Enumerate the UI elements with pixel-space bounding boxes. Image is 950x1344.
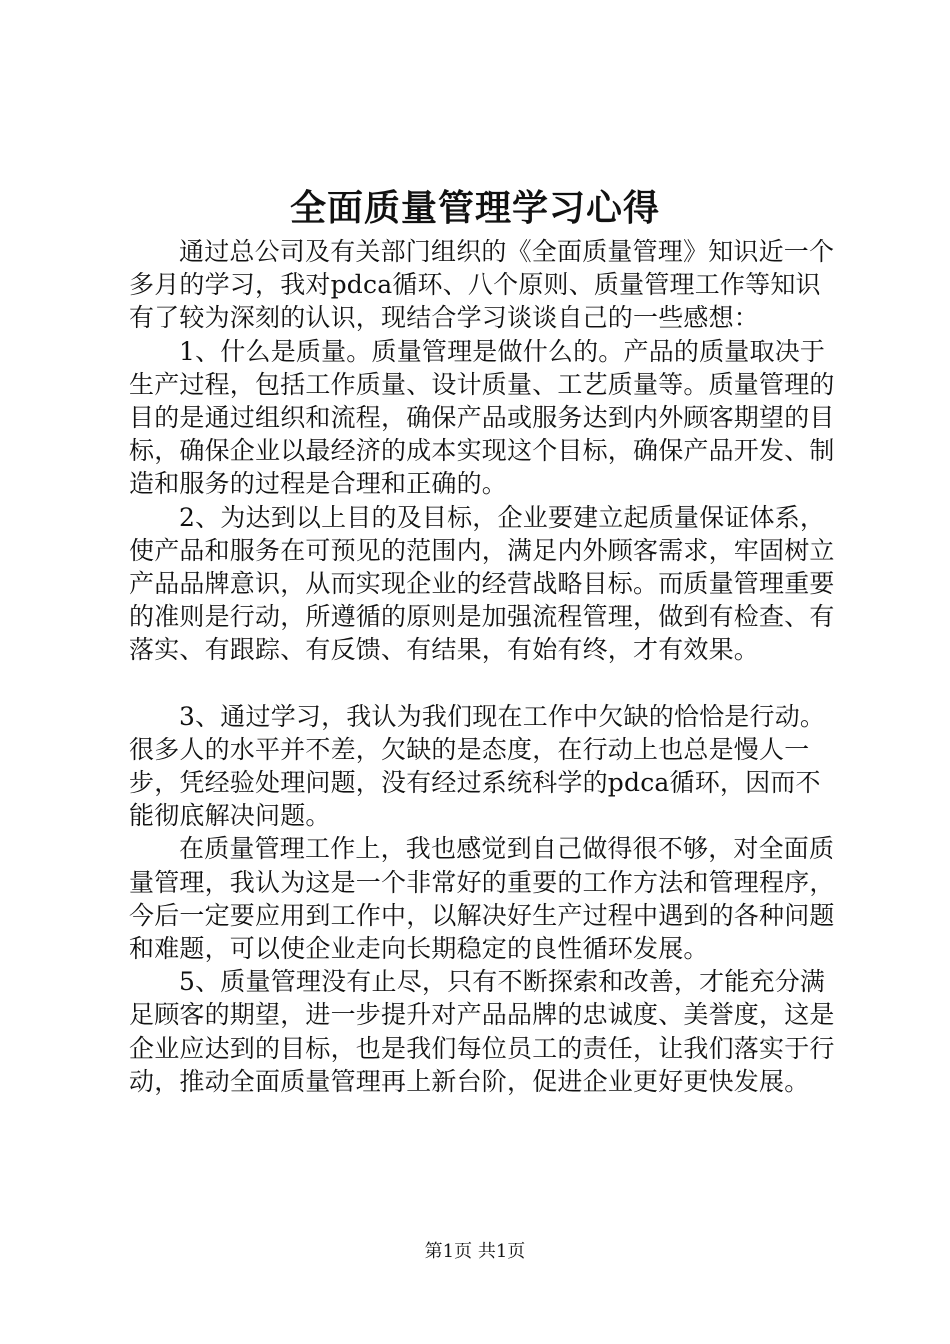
document-body	[129, 235, 835, 1098]
page-footer: 第1页 共1页	[424, 1241, 526, 1262]
paragraph-2: 2、为达到以上目的及目标，企业要建立起质量保证体系，使产品和服务在可预见的范围内，满足内外顾客需求，牢固树立产品品牌意识，从而实现企业的经营战略目标。而质量管理重要的准则是行动，所遵循的原则是加强流程管理，做到有检查、有落实、有跟踪、有反馈、有结果，有始有终，才有效果。	[129, 502, 835, 665]
document-title: 全面质量管理学习心得	[289, 187, 660, 229]
paragraph-4: 在质量管理工作上，我也感觉到自己做得很不够，对全面质量管理，我认为这是一个非常好的重要的工作方法和管理程序，今后一定要应用到工作中，以解决好生产过程中遇到的各种问题和难题，可以使企业走向长期稳定的良性循环发展。	[129, 834, 835, 964]
paragraph-intro: 通过总公司及有关部门组织的《全面质量管理》知识近一个多月的学习，我对pdca循环、八个原则、质量管理工作等知识有了较为深刻的认识，现结合学习谈谈自己的一些感想：	[129, 237, 835, 333]
paragraph-3: 3、通过学习，我认为我们现在工作中欠缺的恰恰是行动。很多人的水平并不差，欠缺的是态度，在行动上也总是慢人一步，凭经验处理问题，没有经过系统科学的pdca循环，因而不能彻底解决问题。	[129, 701, 826, 831]
paragraph-5: 5、质量管理没有止尽，只有不断探索和改善，才能充分满足顾客的期望，进一步提升对产品品牌的忠诚度、美誉度，这是企业应达到的目标，也是我们每位员工的责任，让我们落实于行动，推动全面质量管理再上新台阶，促进企业更好更快发展。	[129, 967, 835, 1096]
paragraph-1: 1、什么是质量。质量管理是做什么的。产品的质量取决于生产过程，包括工作质量、设计质量、工艺质量等。质量管理的目的是通过组织和流程，确保产品或服务达到内外顾客期望的目标，确保企业以最经济的成本实现这个目标，确保产品开发、制造和服务的过程是合理和正确的。	[129, 336, 835, 499]
